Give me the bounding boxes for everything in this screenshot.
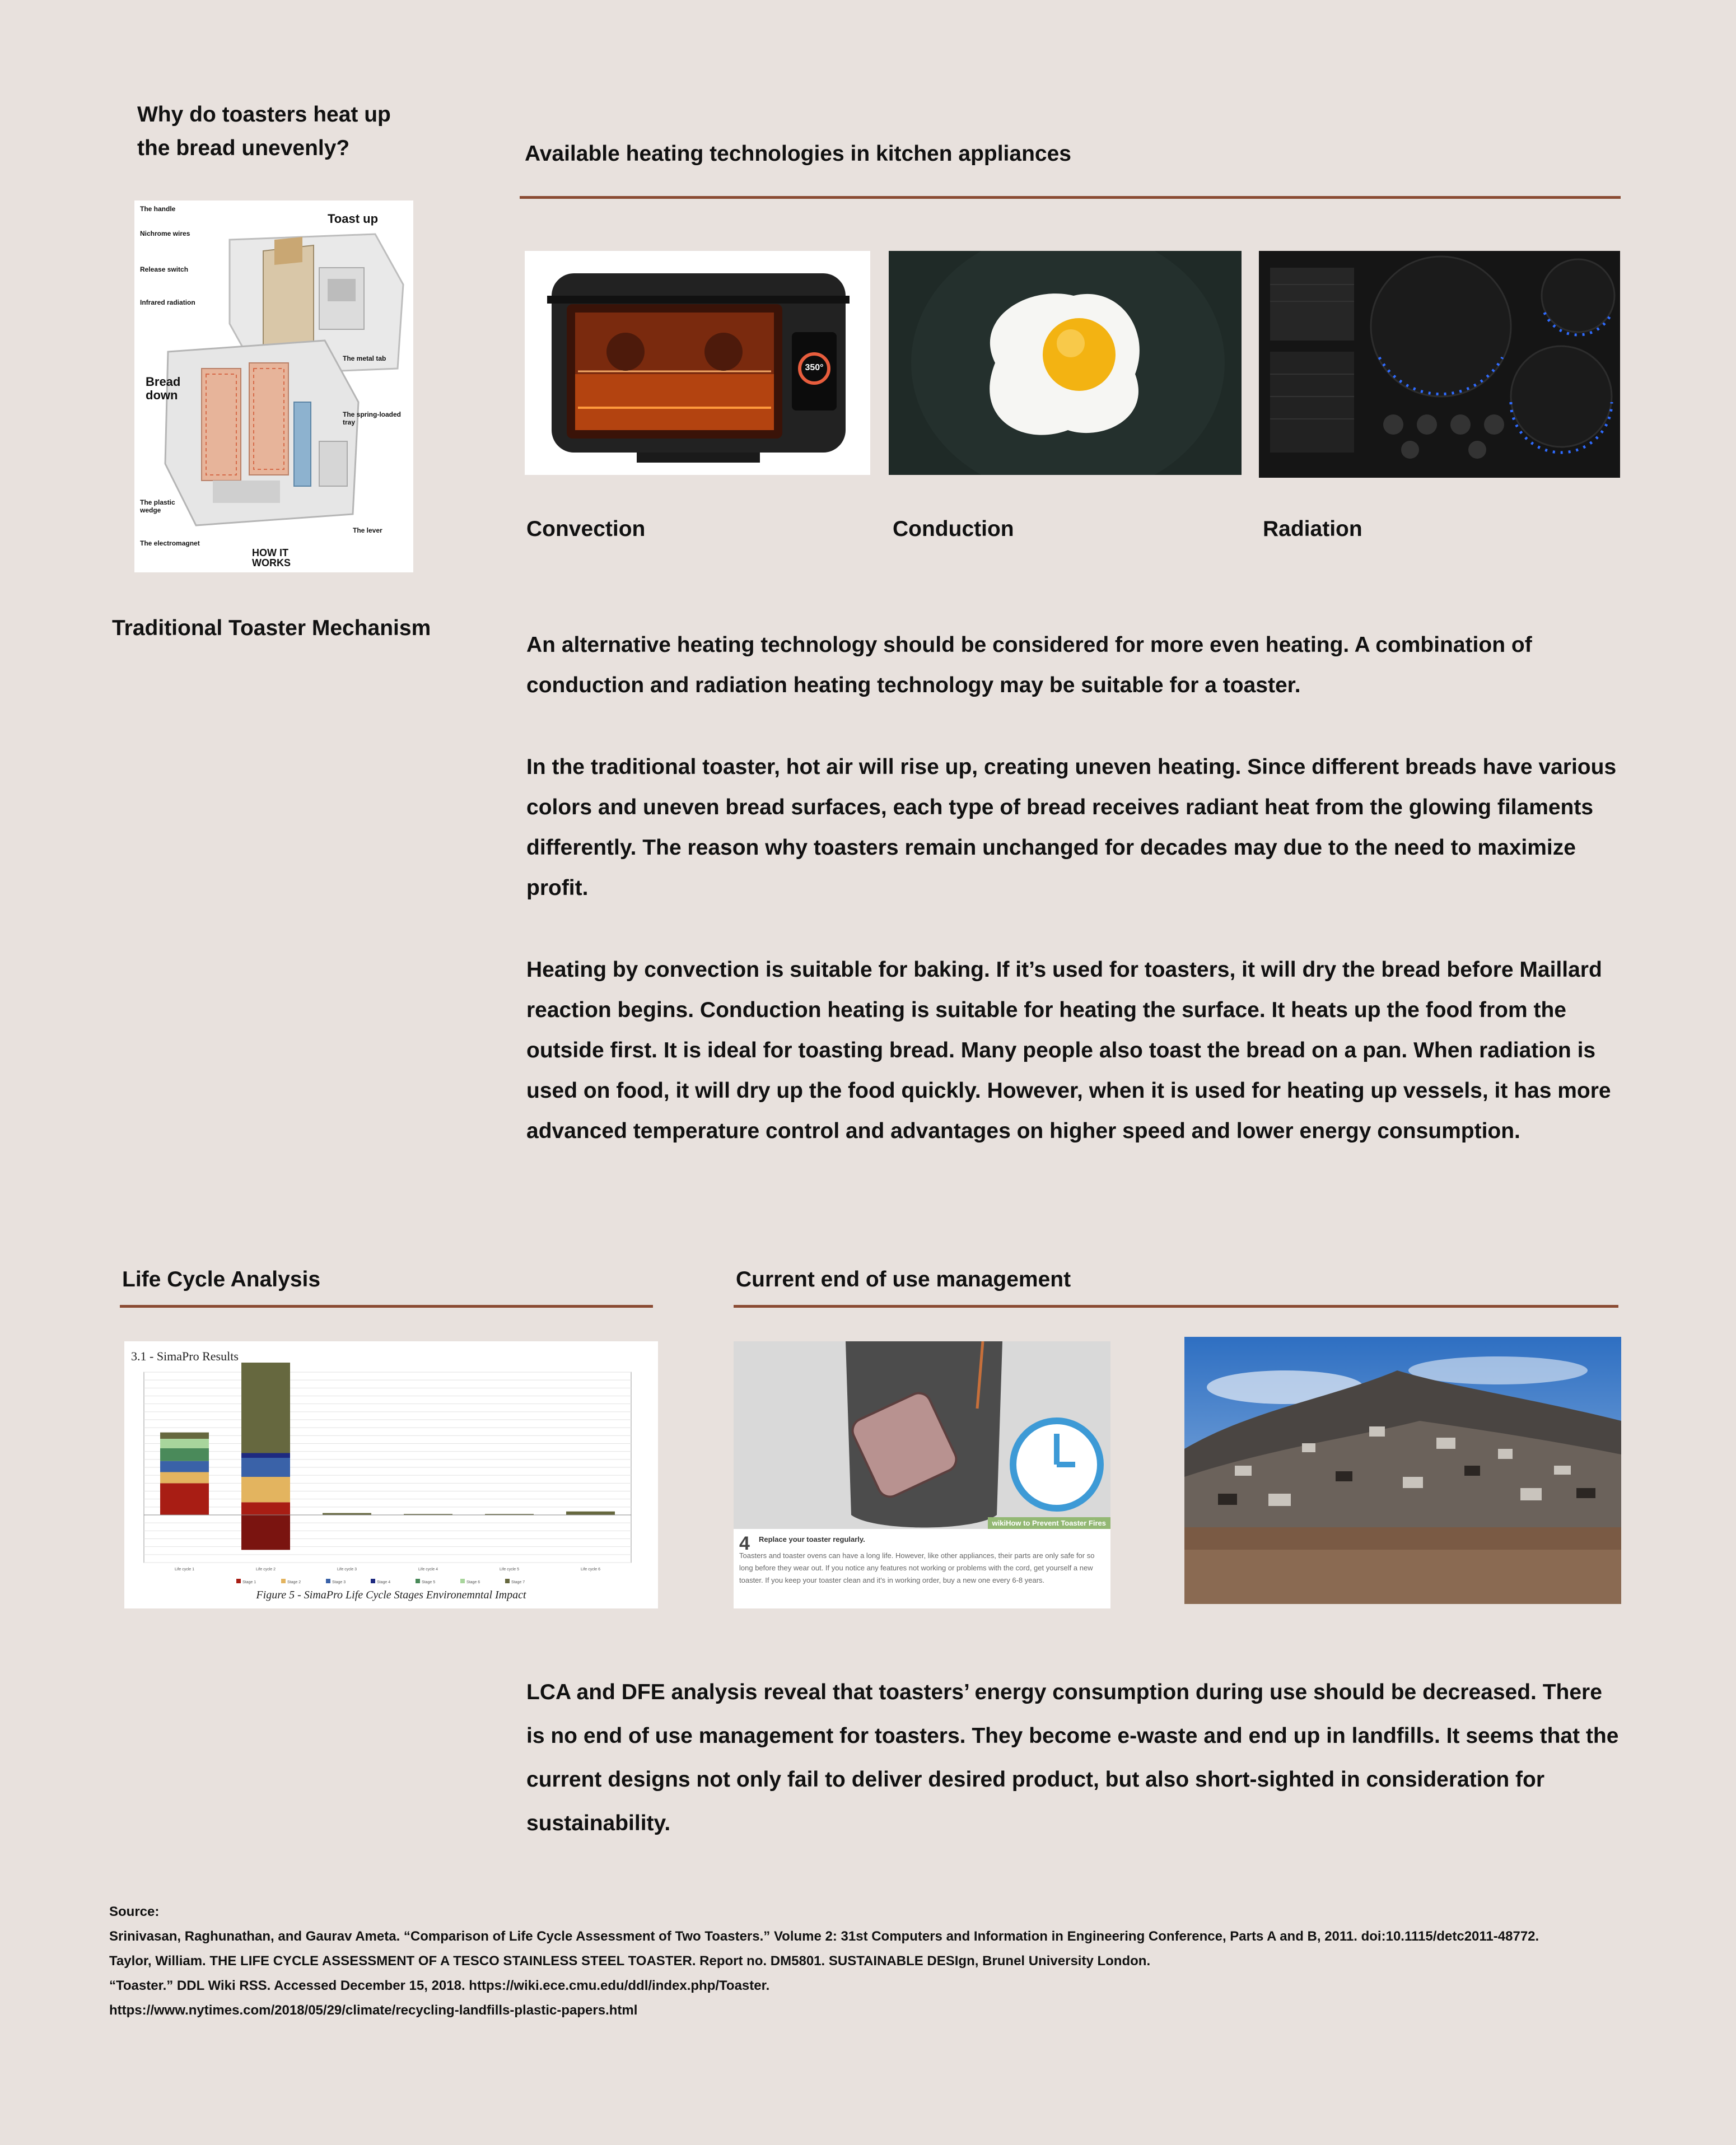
landfill-image [1184,1337,1621,1604]
chart-bar-segment [241,1502,290,1515]
chart-bar-segment [160,1483,209,1515]
end-of-use-rule [734,1305,1618,1308]
source-item: “Toaster.” DDL Wiki RSS. Accessed December 15, 2018. https://wiki.ece.cmu.edu/ddl/index.php/Toaster. [109,1978,770,1993]
chart-legend-swatch [416,1579,420,1583]
source-item: https://www.nytimes.com/2018/05/29/climate/recycling-landfills-plastic-papers.html [109,2003,638,2018]
chart-legend-swatch [236,1579,241,1583]
toaster-in-bin-illustration [734,1341,1110,1529]
chart-bar-segment [241,1458,290,1477]
chart-bar-segment [241,1363,290,1453]
lca-title: Life Cycle Analysis [122,1267,321,1291]
chart-legend-label: Stage 5 [422,1580,436,1584]
wikihow-step-title: Replace your toaster regularly. [759,1535,865,1544]
chart-legend-swatch [326,1579,330,1583]
question-heading [137,98,391,165]
conduction-image [889,251,1242,475]
chart-bar-segment [323,1513,371,1515]
label-toast-up: Toast up [328,212,379,226]
chart-legend-label: Stage 4 [377,1580,391,1584]
chart-bar-segment [566,1512,615,1515]
wikihow-badge: wikiHow to Prevent Toaster Fires [988,1517,1110,1529]
chart-category-label: Life cycle 2 [255,1568,276,1572]
chart-legend-label: Stage 1 [242,1580,256,1584]
chart-legend-swatch [281,1579,286,1583]
wikihow-step-text: Toasters and toaster ovens can have a long life. However, like other appliances, their parts are only safe for so long before they wear out. If you notice any features not working or problems with the cord, get yourself a new toaster. If you keep your toaster clean and it's in working order, buy a new one every 6-8 years. [739,1551,1095,1584]
wikihow-card [734,1341,1110,1608]
wikihow-illustration [734,1341,1110,1529]
chart-bar-segment [241,1453,290,1458]
paragraph-traditional: In the traditional toaster, hot air will rise up, creating uneven heating. Since different breads have various colors and uneven bread surfaces, each type of bread receives radiant heat from the glowing filaments differently. The reason why toasters remain unchanged for decades may due to the need to maximize profit. [526,755,1617,900]
convection-label: Convection [526,517,646,541]
chart-legend-label: Stage 3 [332,1580,346,1584]
lca-rule [120,1305,653,1308]
chart-category-label: Life cycle 3 [337,1568,357,1572]
label-release: Release switch [140,265,189,273]
how-it-works-logo: HOW IT WORKS [252,547,291,568]
lca-figure-caption: Figure 5 - SimaPro Life Cycle Stages Environemntal Impact [256,1589,526,1601]
paragraph-alternative: An alternative heating technology should be considered for more even heating. A combination of conduction and radiation heating technology may be suitable for a toaster. [526,633,1532,697]
chart-legend-label: Stage 2 [287,1580,301,1584]
question-line-2: the bread unevenly? [137,136,350,160]
source-item: Srinivasan, Raghunathan, and Gaurav Ameta. “Comparison of Life Cycle Assessment of Two Toasters.” Volume 2: 31st Computers and Information in Engineering Conference, Parts A and B, 2011. doi:10.1115/detc2011-48772. [109,1929,1539,1944]
chart-bar-segment [160,1433,209,1439]
lca-figure [124,1341,658,1608]
chart-category-label: Life cycle 5 [499,1568,520,1572]
conduction-label: Conduction [893,517,1014,541]
wikihow-step-number: 4 [739,1533,750,1554]
chart-legend-label: Stage 6 [466,1580,480,1584]
label-nichrome: Nichrome wires [140,230,190,237]
landfill-illustration [1184,1337,1621,1604]
chart-legend-swatch [505,1579,510,1583]
chart-category-label: Life cycle 4 [418,1568,438,1572]
radiation-label: Radiation [1263,517,1362,541]
oven-temperature-display: 350° [805,363,824,372]
label-handle: The handle [140,205,176,213]
label-metal-tab: The metal tab [343,355,386,362]
chart-bar-segment [160,1448,209,1461]
chart-category-label: Life cycle 1 [174,1568,195,1572]
chart-category-label: Life cycle 6 [580,1568,601,1572]
sources [109,1900,1711,2023]
heating-section-title: Available heating technologies in kitchen appliances [525,142,1071,166]
chart-bar-segment [160,1461,209,1472]
chart-legend-label: Stage 7 [511,1580,525,1584]
chart-bar-segment [160,1472,209,1484]
chart-bar-segment [241,1477,290,1502]
label-bread-down: Bread down [146,375,181,402]
lca-chart [124,1341,658,1608]
fried-egg-illustration [889,251,1242,475]
chart-bar-negative-segment [241,1515,290,1550]
heating-section-rule [520,196,1621,199]
paragraph-convection: Heating by convection is suitable for baking. If it’s used for toasters, it will dry the bread before Maillard reaction begins. Conduction heating is suitable for heating the surface. It heats up the food from the outside first. It is ideal for toasting bread. Many people also toast the bread on a pan. When radiation is used on food, it will dry up the food quickly. However, when it is used for heating up vessels, it has more advanced temperature control and advantages on higher speed and lower energy consumption. [526,958,1611,1143]
end-of-use-title: Current end of use management [736,1267,1071,1291]
toaster-diagram-caption: Traditional Toaster Mechanism [112,616,431,640]
chart-bar-segment [160,1439,209,1448]
label-lever: The lever [353,526,382,534]
label-spring: The spring-loaded tray [343,411,402,426]
convection-image [525,251,870,475]
question-line-1: Why do toasters heat up [137,102,391,127]
cooktop-illustration [1259,251,1620,478]
label-plastic: The plastic wedge [140,498,175,514]
sources-heading: Source: [109,1904,160,1919]
chart-legend-swatch [371,1579,375,1583]
chart-legend-swatch [460,1579,465,1583]
radiation-image [1259,251,1620,478]
label-electromagnet: The electromagnet [140,539,200,547]
conclusion-paragraph: LCA and DFE analysis reveal that toasters’ energy consumption during use should be decreased. There is no end of use management for toasters. They become e-waste and end up in landfills. It seems that the current designs not only fail to deliver desired product, but also short-sighted in consideration for sustainability. [526,1680,1619,1835]
lca-figure-header: 3.1 - SimaPro Results [131,1349,239,1363]
source-item: Taylor, William. THE LIFE CYCLE ASSESSMENT OF A TESCO STAINLESS STEEL TOASTER. Report no. DM5801. SUSTAINABLE DESIgn, Brunel University London. [109,1953,1151,1969]
label-infrared: Infrared radiation [140,299,195,306]
toaster-diagram [134,200,413,572]
